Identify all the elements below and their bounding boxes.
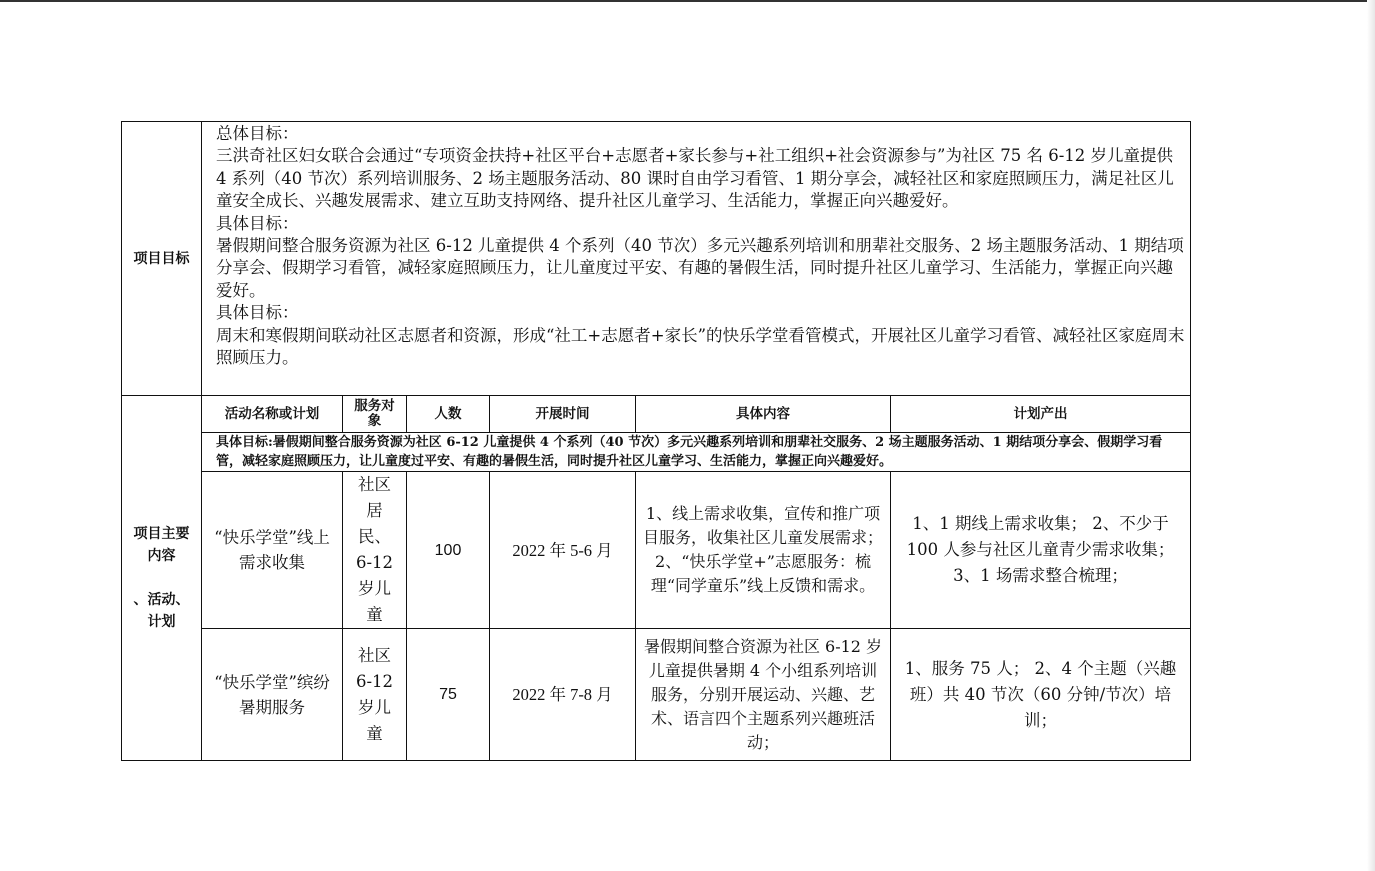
activity-name: “快乐学堂”线上需求收集 (202, 472, 343, 629)
activity-row (122, 472, 1191, 629)
goal-heading-specific-1: 具体目标： (216, 213, 299, 233)
header-count: 人数 (407, 396, 490, 433)
page-top-edge (0, 0, 1375, 2)
activity-content: 暑假期间整合资源为社区 6-12 岁儿童提供暑期 4 个小组系列培训服务，分别开展运动、兴趣、艺术、语言四个主题系列兴趣班活动； (636, 629, 891, 761)
activity-row (122, 629, 1191, 761)
activity-target: 社区居民、6-12岁儿童 (343, 472, 407, 629)
goal-heading-overall: 总体目标： (216, 124, 299, 143)
content-header-row (122, 396, 1191, 433)
content-label (122, 396, 202, 761)
activity-target: 社区6-12岁儿童 (343, 629, 407, 761)
goals-label: 项目目标 (122, 122, 202, 396)
goal-specific-2-text: 周末和寒假期间联动社区志愿者和资源，形成“社工+志愿者+家长”的快乐学堂看管模式，开展社区儿童学习看管、减轻社区家庭周末照顾压力。 (216, 325, 1185, 368)
header-service-target: 服务对象 (343, 396, 407, 433)
header-output: 计划产出 (891, 396, 1191, 433)
content-label-top: 项目主要内容 (133, 526, 190, 564)
goal-overall-text: 三洪奇社区妇女联合会通过“专项资金扶持+社区平台+志愿者+家长参与+社工组织+社会资源参与”为社区 75 名 6-12 岁儿童提供 4 系列（40 节次）系列培训服务、2 场主题服务活动、80 课时自由学习看管、1 期分享会，减轻社区和家庭照顾压力，满足社区儿童安全成长、兴趣发展需求、建立互助支持网络、提升社区儿童学习、生活能力，掌握正向兴趣爱好。 (216, 146, 1174, 211)
activity-time: 2022 年 7-8 月 (490, 629, 636, 761)
header-time: 开展时间 (490, 396, 636, 433)
goal-heading-specific-2: 具体目标： (216, 303, 299, 323)
goals-text (202, 122, 1191, 396)
header-content: 具体内容 (636, 396, 891, 433)
activity-count: 75 (407, 629, 490, 761)
header-activity-name: 活动名称或计划 (202, 396, 343, 433)
project-table (121, 121, 1191, 761)
goals-row (122, 122, 1191, 396)
activity-time: 2022 年 5-6 月 (490, 472, 636, 629)
activity-count: 100 (407, 472, 490, 629)
subgoal-text: 具体目标:暑假期间整合服务资源为社区 6-12 儿童提供 4 个系列（40 节次）多元兴趣系列培训和朋辈社交服务、2 场主题服务活动、1 期结项分享会、假期学习看管，减轻家庭照顾压力，让儿童度过平安、有趣的暑假生活，同时提升社区儿童学习、生活能力，掌握正向兴趣爱好。 (202, 433, 1191, 472)
subgoal-row (122, 433, 1191, 472)
activity-output: 1、1 期线上需求收集； 2、不少于 100 人参与社区儿童青少需求收集； 3、1 场需求整合梳理； (891, 472, 1191, 629)
activity-output: 1、服务 75 人； 2、4 个主题（兴趣班）共 40 节次（60 分钟/节次）培训； (891, 629, 1191, 761)
page-right-edge (1367, 0, 1375, 871)
activity-content: 1、线上需求收集，宣传和推广项目服务，收集社区儿童发展需求； 2、“快乐学堂+”志愿服务：梳理“同学童乐”线上反馈和需求。 (636, 472, 891, 629)
goal-specific-1-text: 暑假期间整合服务资源为社区 6-12 儿童提供 4 个系列（40 节次）多元兴趣系列培训和朋辈社交服务、2 场主题服务活动、1 期结项分享会、假期学习看管，减轻家庭照顾压力，让儿童度过平安、有趣的暑假生活，同时提升社区儿童学习、生活能力，掌握正向兴趣爱好。 (216, 236, 1184, 300)
content-label-bottom: 、活动、计划 (133, 592, 190, 630)
activity-name: “快乐学堂”缤纷暑期服务 (202, 629, 343, 761)
